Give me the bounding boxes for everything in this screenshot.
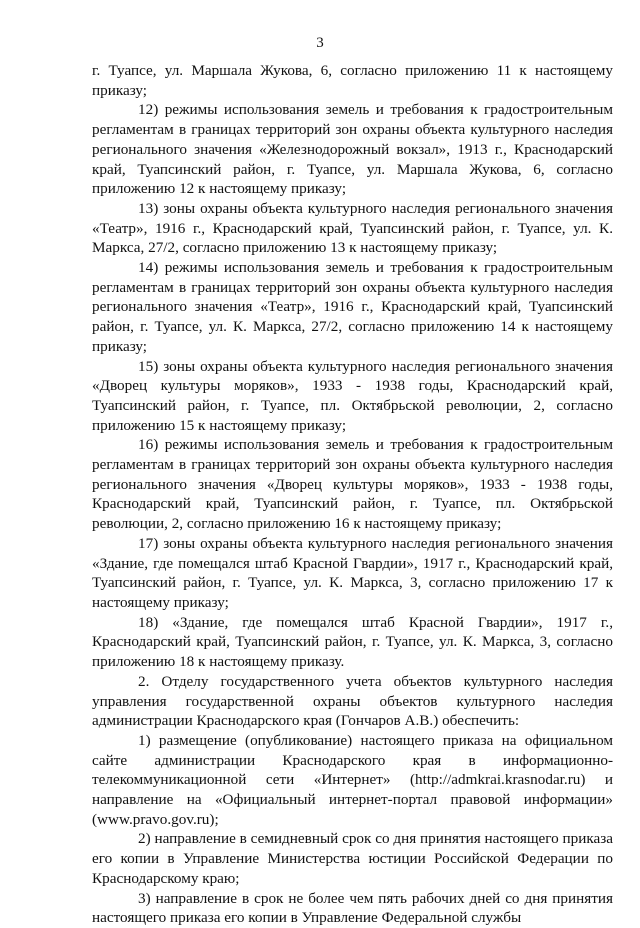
paragraph-item-16: 16) режимы использования земель и требования к градостроительным регламентам в границах территорий зон охраны объекта культурного наследия регионального значения «Дворец культуры моряков», 1933 - 1938 годы, Краснодарский край, Туапсинский район, г. Туапсе, пл. Октябрьской революции, 2, согласно приложению 16 к настоящему приказу; (92, 436, 613, 533)
paragraph-item-13: 13) зоны охраны объекта культурного наследия регионального значения «Театр», 1916 г., Краснодарский край, Туапсинский район, г. Туапсе, ул. К. Маркса, 27/2, согласно приложению 13 к настоящему приказу; (92, 199, 613, 257)
page-number: 3 (316, 35, 324, 51)
paragraph-item-17: 17) зоны охраны объекта культурного наследия регионального значения «Здание, где помещался штаб Красной Гвардии», 1917 г., Краснодарский край, Туапсинский район, г. Туапсе, ул. К. Маркса, 3, согласно приложению 17 к настоящему приказу; (92, 534, 613, 611)
paragraph-continuation: г. Туапсе, ул. Маршала Жукова, 6, согласно приложению 11 к настоящему приказу; (92, 62, 613, 99)
document-body (92, 61, 613, 928)
paragraph-subitem-1: 1) размещение (опубликование) настоящего приказа на официальном сайте администрации Краснодарского края в информационно-телекоммуникационной сети «Интернет» (http://admkrai.krasnodar.ru) и направление на «Официальный интернет-портал правовой информации» (www.pravo.gov.ru); (92, 731, 613, 828)
paragraph-item-14: 14) режимы использования земель и требования к градостроительным регламентам в границах территорий зон охраны объекта культурного наследия регионального значения «Театр», 1916 г., Краснодарский край, Туапсинский район, г. Туапсе, ул. К. Маркса, 27/2, согласно приложению 14 к настоящему приказу; (92, 259, 613, 355)
paragraph-item-18: 18) «Здание, где помещался штаб Красной Гвардии», 1917 г., Краснодарский край, Туапсинский район, г. Туапсе, ул. К. Маркса, 3, согласно приложению 18 к настоящему приказу. (92, 613, 613, 671)
paragraph-item-12: 12) режимы использования земель и требования к градостроительным регламентам в границах территорий зон охраны объекта культурного наследия регионального значения «Железнодорожный вокзал», 1913 г., Краснодарский край, Туапсинский район, г. Туапсе, ул. Маршала Жукова, 6, согласно приложению 12 к настоящему приказу; (92, 101, 613, 198)
paragraph-section-2: 2. Отделу государственного учета объектов культурного наследия управления государственной охраны объектов культурного наследия администрации Краснодарского края (Гончаров А.В.) обеспечить: (92, 672, 613, 730)
paragraph-subitem-2: 2) направление в семидневный срок со дня принятия настоящего приказа его копии в Управление Министерства юстиции Российской Федерации по Краснодарскому краю; (92, 830, 613, 887)
paragraph-subitem-3: 3) направление в срок не более чем пять рабочих дней со дня принятия настоящего приказа его копии в Управление Федеральной службы (92, 889, 613, 927)
paragraph-item-15: 15) зоны охраны объекта культурного наследия регионального значения «Дворец культуры моряков», 1933 - 1938 годы, Краснодарский край, Туапсинский район, г. Туапсе, пл. Октябрьской революции, 2, согласно приложению 15 к настоящему приказу; (92, 357, 613, 434)
